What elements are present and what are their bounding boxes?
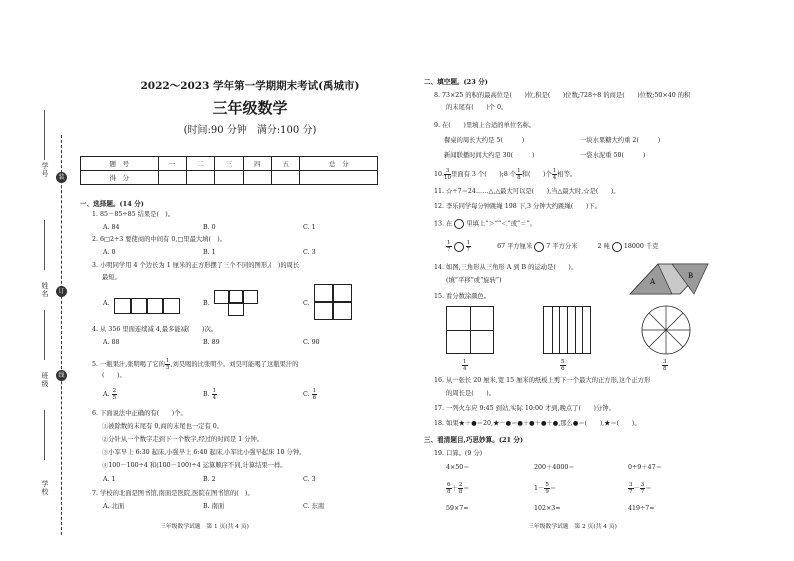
fill-item[interactable]: 新闻联播时间大约是 30( )	[444, 152, 535, 159]
question-text: 19. 口算。(9 分)	[434, 450, 483, 457]
name-blank	[44, 220, 45, 270]
ring-mark: 线	[56, 370, 67, 381]
statement: ②分针从一个数字走到下一个数字,经过的时间是 1 分钟。	[102, 436, 264, 443]
square-quarters-figure[interactable]	[446, 306, 494, 354]
class-blank	[44, 310, 45, 360]
compare-circle[interactable]	[612, 242, 622, 252]
question-text: 3. 小明同学用 4 个边长为 1 厘米的正方形摆了三个不同的图形,( )的周长	[92, 262, 300, 269]
fraction: $\frac{2}{8}$	[458, 482, 463, 495]
question-text: ( )。	[102, 372, 126, 379]
ring-mark: 订	[56, 286, 67, 297]
option[interactable]: C. 3	[303, 476, 316, 483]
option[interactable]: B. 1	[203, 249, 216, 256]
q5-text: ,刘昊喝的比张明少。刘昊可能喝了这瓶果汁的	[170, 361, 299, 368]
calc-item[interactable]: 419÷7≈	[628, 505, 655, 512]
section-heading: 三、看清题目,巧思妙算。(21 分)	[424, 436, 524, 444]
calc-item[interactable]: 200＋4000＝	[534, 464, 575, 471]
question-text: 1. 85－85÷85 结果是( )。	[92, 211, 175, 218]
class-label: 班级	[41, 372, 49, 388]
fraction-label: $\frac{5}{6}$	[561, 359, 565, 372]
statement: ①被除数的末尾有 0,商的末尾也一定有 0。	[102, 423, 224, 430]
compare-circle[interactable]	[454, 242, 464, 252]
calc-item[interactable]: 1－ $\frac{5}{9}$ ＝	[534, 482, 557, 495]
option[interactable]: B. 89	[203, 339, 220, 346]
time-info: (时间:90 分钟 满分:100 分)	[183, 125, 317, 136]
fraction: $\frac{5}{9}$	[545, 482, 549, 495]
score-cell: 题 号	[81, 157, 159, 171]
score-input[interactable]	[186, 171, 214, 185]
name-label: 姓名	[41, 282, 49, 298]
section-heading: 二、填空题。(23 分)	[424, 78, 488, 86]
fraction: $\frac{1}{6}$	[312, 388, 317, 401]
score-cell: 四	[243, 157, 271, 171]
fraction: $\frac{1}{5}$	[165, 358, 170, 371]
score-cell: 一	[158, 157, 186, 171]
fill-item[interactable]: 一袋水泥重 50( )	[580, 152, 646, 159]
fraction: $\frac{3}{7}$	[640, 482, 645, 495]
calc-item[interactable]: 102×3≈	[534, 505, 561, 512]
triangle-figure	[628, 262, 710, 296]
fill-item[interactable]: 餐桌的周长大约是 5( )	[444, 137, 525, 144]
score-input[interactable]	[300, 171, 378, 185]
option[interactable]: A. 1	[103, 476, 116, 483]
option[interactable]: A. 北面	[103, 503, 125, 510]
calc-item[interactable]: 4×50＝	[446, 464, 470, 471]
school-label: 学校	[41, 480, 49, 496]
score-table	[80, 156, 378, 185]
question-text: 8. 73×25 的积的最高位是( )位,积是( )位数;728÷8 的商是( )位数;50×40 的积	[434, 92, 691, 99]
question-text: 13. 在 里填上“＞”“＜”或“＝”。	[434, 220, 537, 228]
rect-sixths-figure[interactable]	[543, 306, 591, 354]
calc-item[interactable]: $\frac{6}{8}$ ＋ $\frac{2}{8}$ ＝	[447, 482, 470, 495]
option[interactable]: C. 东南	[303, 503, 325, 510]
question-text: 最短。	[102, 274, 121, 281]
page-footer: 三年级数学试题 第 2 页(共 4 页)	[528, 524, 617, 530]
question-text: 10. $\frac{3}{10}$ 里面有 3 个( );8 个 $\frac{1}{8}$ 和( )个 $\frac{1}{4}$ 相等。	[434, 168, 577, 181]
fraction-label: $\frac{3}{8}$	[663, 359, 667, 372]
score-cell: 五	[272, 157, 300, 171]
option[interactable]: C. 3	[303, 249, 316, 256]
section-heading: 一、选择题。(14 分)	[80, 200, 144, 208]
question-text: 的周长是( )。	[446, 390, 495, 397]
question-text: 12. 李乐同学每分钟跳绳 198 下,3 分钟大约跳绳( )下。	[434, 203, 601, 210]
score-cell: 二	[186, 157, 214, 171]
fraction: $\frac{6}{8}$	[447, 482, 451, 495]
statement: ③小军早上 6:30 起床,小强早上 6:40 起床,小军比小强早起床 10 分钟。	[102, 449, 306, 456]
label-b: B	[688, 272, 694, 280]
fraction: $\frac{1}{8}$	[517, 168, 521, 181]
question-text: 7. 学校的北面是图书馆,南面是医院,医院在图书馆的( )。	[92, 490, 254, 497]
question-text: 15. 看分数涂颜色。	[434, 293, 491, 300]
binding-margin	[0, 0, 80, 561]
option[interactable]: C. 1	[303, 224, 316, 231]
q5-text: 5. 一瓶果汁,张明喝了它的	[92, 361, 165, 368]
question-text: 2. 6□2÷3 要使商的中间有 0,□里最大填( )。	[92, 236, 226, 243]
option[interactable]: B. 0	[203, 224, 216, 231]
option[interactable]: C.	[303, 300, 310, 307]
option[interactable]: A. 88	[103, 339, 120, 346]
page-footer: 三年级数学试题 第 1 页(共 4 页)	[160, 524, 249, 530]
fill-item[interactable]: 一块水果糖大约重 2( )	[580, 137, 661, 144]
number-blank	[44, 110, 45, 160]
question-text: 11. ☆÷7＝24……△,△最大可以是( ),当△最大时,☆是( )。	[434, 188, 620, 195]
fraction: $\frac{2}{5}$	[112, 388, 117, 401]
score-value-row	[81, 171, 378, 185]
fraction-label: $\frac{1}{4}$	[463, 359, 467, 372]
fraction: $\frac{3}{7}$	[629, 482, 633, 495]
label-a: A	[650, 278, 656, 286]
option[interactable]: B. $\frac{1}{4}$	[203, 388, 217, 401]
score-input[interactable]	[158, 171, 186, 185]
question-text: 9. 在( )里填上合适的单位名称。	[434, 122, 536, 129]
school-blank	[44, 410, 45, 460]
fraction: $\frac{1}{7}$	[466, 240, 471, 253]
calc-item[interactable]: 59×7≈	[446, 505, 469, 512]
score-header-row	[81, 157, 378, 171]
circle-eighths-figure[interactable]	[640, 304, 692, 356]
score-cell: 总 分	[300, 157, 378, 171]
ring-mark: 装	[56, 172, 67, 183]
fraction: $\frac{1}{4}$	[212, 388, 217, 401]
fraction: $\frac{1}{7}$	[447, 240, 451, 253]
number-label: 学号	[41, 162, 49, 178]
option[interactable]: A. 0	[103, 249, 116, 256]
fraction: $\frac{1}{4}$	[552, 168, 557, 181]
statement: ④100－100÷4 和(100－100)÷4 运算顺序不同,计算结果一样。	[102, 462, 287, 469]
question-text: 的末尾有( )个 0。	[446, 104, 508, 111]
option[interactable]: B. 南面	[203, 503, 225, 510]
question-text: 18. 如果★＋●＝20,★－●＝●＋●＋●＋●,那么●＝( ),★＝( )。	[434, 420, 641, 427]
option[interactable]: A. $\frac{2}{5}$	[103, 388, 117, 401]
calc-item[interactable]: 0÷9＋47＝	[628, 464, 662, 471]
option[interactable]: A. 84	[103, 224, 120, 231]
score-cell: 三	[215, 157, 243, 171]
score-cell: 得 分	[81, 171, 159, 185]
question-text: 6. 下面说法中正确的有( )个。	[92, 410, 187, 417]
fraction: $\frac{3}{10}$	[444, 168, 452, 181]
option[interactable]: A.	[103, 300, 110, 307]
question-text	[92, 358, 298, 371]
subject-title: 三年级数学	[212, 99, 288, 117]
score-input[interactable]	[243, 171, 271, 185]
question-text: 17. 一列火车应 9:45 到站,实际 10:00 才到,晚点了( )分钟。	[434, 405, 615, 412]
score-input[interactable]	[215, 171, 243, 185]
option[interactable]: B. 2	[203, 476, 216, 483]
calc-item[interactable]: $\frac{3}{7}$ － $\frac{3}{7}$ ＝	[629, 482, 652, 495]
compare-circle[interactable]	[454, 219, 464, 229]
question-text: 14. 如图,三角形从三角形 A 到 B 的运动是( )。	[434, 264, 578, 271]
score-input[interactable]	[272, 171, 300, 185]
question-text: 4. 从 356 里面连续减 4,最多能减( )次。	[92, 326, 218, 333]
compare-circle[interactable]	[534, 242, 544, 252]
question-hint: (填“平移”或“旋转”)	[446, 277, 502, 284]
option[interactable]: B.	[203, 300, 210, 307]
binding-line	[61, 135, 62, 535]
compare-row: $\frac{1}{7}$ $\frac{1}{7}$ 67 平方厘米 7 平方分米 2 吨 18000 千克	[447, 240, 659, 253]
option[interactable]: C. $\frac{1}{6}$	[303, 388, 317, 401]
question-text: 16. 从一张长 20 厘米,宽 15 厘米的纸板上剪下一个最大的正方形,这个正方形	[434, 377, 651, 384]
option[interactable]: C. 90	[303, 339, 320, 346]
exam-title: 2022～2023 学年第一学期期末考试(禹城市)	[140, 80, 360, 92]
